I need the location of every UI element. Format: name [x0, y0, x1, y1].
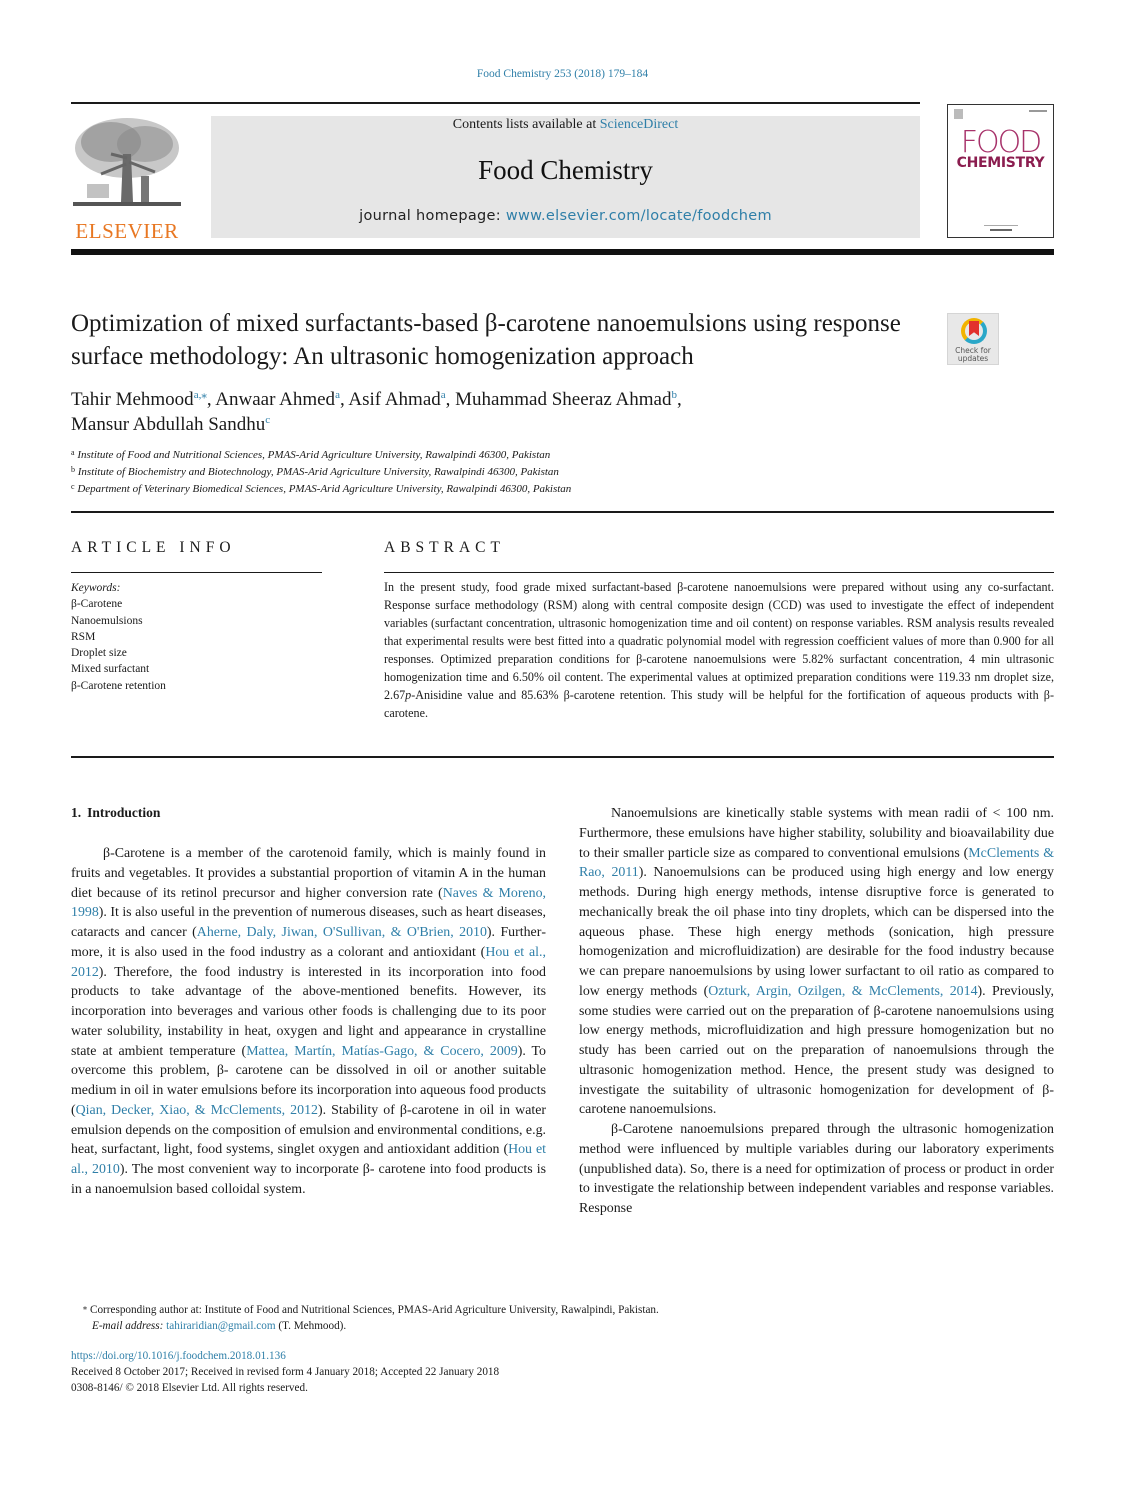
corresponding-author-footnote [71, 1300, 1054, 1334]
body-text: ). It is also useful in the prevention of numerous diseases, such as heart diseases, cataracts and cancer ( [71, 905, 546, 940]
top-divider [71, 102, 920, 104]
copyright-line: 0308-8146/ © 2018 Elsevier Ltd. All rights reserved. [71, 1382, 308, 1394]
affiliation-key: a [71, 448, 75, 457]
cover-title-food: FOOD [960, 125, 1041, 160]
email-link[interactable]: tahiraridian@gmail.com [166, 1320, 276, 1332]
journal-header-band [211, 116, 920, 238]
affiliation-item [71, 481, 921, 498]
affiliation-item [71, 447, 921, 464]
crossmark-label-line2: updates [957, 354, 989, 363]
keyword-item: β-Carotene [71, 598, 123, 611]
body-text: ). Nanoemulsions can be produced using high energy and low energy methods. During high energy methods, intense disruptive force is generated to mechanically break the oil phase into tiny droplets, which can be dispersed into the aqueous phase. These high energy methods (sonication, high pressure homogenization and microfluidization) are desirable for the food industry because we can prepare nanoemulsions by using lower surfactant to oil ratio as compared to low energy methods ( [579, 865, 1054, 999]
body-text: ). To overcome this problem, β- carotene can be dissolved in oil or another suitable medium in oil in water emulsions before its incorporation into aqueous food products ( [71, 1043, 546, 1118]
cover-publisher-icon [954, 109, 963, 119]
abstract-divider [384, 572, 1054, 573]
section-heading-introduction [71, 805, 160, 821]
affiliation-key: c [71, 482, 75, 491]
author-name[interactable]: Tahir Mehmood [71, 389, 194, 410]
body-paragraph [71, 844, 546, 1200]
body-paragraph [579, 804, 1054, 1120]
publisher-name: ELSEVIER [75, 219, 179, 243]
elsevier-logo[interactable] [71, 114, 183, 243]
author-separator: , [206, 389, 216, 410]
citation-link[interactable]: Naves & Moreno, 1998 [71, 885, 546, 921]
keyword-item: Mixed surfactant [71, 663, 150, 676]
sciencedirect-link[interactable]: ScienceDirect [599, 117, 679, 132]
keyword-item: β-Carotene retention [71, 679, 166, 692]
citation-link[interactable]: Qian, Decker, Xiao, & McClements, 2012 [75, 1102, 318, 1118]
author-affiliation-mark[interactable]: a,⁎ [193, 389, 207, 401]
keywords-list [71, 580, 321, 694]
author-name[interactable]: Asif Ahmad [348, 389, 441, 410]
cover-title-chemistry: CHEMISTRY [956, 155, 1045, 171]
section-number: 1. [71, 805, 82, 820]
citation-link[interactable]: Hou et al., 2012 [71, 944, 546, 980]
affiliation-text: Department of Veterinary Biomedical Sciences, PMAS-Arid Agriculture University, Rawalpindi 46300, Pakistan [77, 483, 572, 495]
affiliation-list [71, 447, 921, 498]
affiliations-divider [71, 511, 1054, 513]
keyword-item: RSM [71, 630, 96, 643]
affiliation-item [71, 464, 921, 481]
abstract-text-part: In the present study, food grade mixed surfactant-based β-carotene nanoemulsions were prepared without using any co-surfactant. Response surface methodology (RSM) along with central composite design (CCD) was used to investigate the effect of independent variables (surfactant concentration, ultrasonic homogenization time and oil content) on response variables. RSM analysis results revealed that experimental results were best fitted into a quadratic polynomial model with regression coefficient values of more than 0.900 for all responses. Optimized preparation conditions for β-carotene nanoemulsions were 5.82% surfactant concentration, 4 min ultrasonic homogenization time and 6.50% oil content. The experimental values at optimized preparation conditions were 119.33 nm droplet size, 2.67 [384, 580, 1054, 702]
article-info-heading: ARTICLE INFO [71, 539, 236, 556]
keyword-item: Nanoemulsions [71, 614, 143, 627]
contents-prefix: Contents lists available at [452, 117, 600, 132]
affiliation-text: Institute of Food and Nutritional Sciences, PMAS-Arid Agriculture University, Rawalpindi 46300, Pakistan [77, 449, 551, 461]
tree-icon [71, 114, 183, 212]
citation-link[interactable]: Aherne, Daly, Jiwan, O'Sullivan, & O'Brien, 2010 [196, 925, 487, 940]
journal-name: Food Chemistry [478, 155, 653, 185]
body-text: ). Previously, some studies were carried out on the preparation of β-carotene nanoemulsions using low energy methods, microfluidization and high pressure homogenization but no study has been carried out on the preparation of nanoemulsions through the ultrasonic homogenization method. Hence, the present study was designed to investigate the suitability of ultrasonic homogenization for development of β-carotene nanoemulsions. [579, 983, 1054, 1118]
body-text: Nanoemulsions are kinetically stable systems with mean radii of < 100 nm. Furthermore, these emulsions have higher stability, solubility and bioavailability due to their smaller particle size as compared to conventional emulsions ( [579, 806, 1054, 861]
homepage-link[interactable]: www.elsevier.com/locate/foodchem [505, 208, 772, 224]
author-separator: , [677, 389, 682, 410]
author-affiliation-mark[interactable]: a [335, 389, 340, 401]
journal-homepage-line [211, 208, 920, 224]
crossmark-label-line1: Check for [955, 346, 991, 355]
author-affiliation-mark[interactable]: a [440, 389, 446, 401]
email-label: E-mail address: [92, 1320, 164, 1332]
body-column-right [579, 804, 1054, 1219]
received-dates: Received 8 October 2017; Received in revised form 4 January 2018; Accepted 22 January 2018 [71, 1366, 500, 1378]
abstract-heading: ABSTRACT [384, 539, 505, 556]
author-separator: , [339, 389, 349, 410]
affiliation-text: Institute of Biochemistry and Biotechnology, PMAS-Arid Agriculture University, Rawalpindi 46300, Pakistan [77, 466, 559, 478]
keyword-item: Droplet size [71, 647, 127, 660]
author-list [71, 387, 921, 437]
body-text: ). Furthermore, it is also used in the food industry as a colorant and antioxidant ( [71, 925, 546, 960]
email-suffix: (T. Mehmood). [275, 1320, 347, 1332]
section-title: Introduction [87, 805, 161, 820]
cover-footer-logo [990, 229, 1012, 231]
doi-link[interactable]: https://doi.org/10.1016/j.foodchem.2018.01.136 [71, 1350, 286, 1362]
crossmark-label [948, 347, 998, 363]
footnote-email-line [71, 1318, 1054, 1334]
body-column-left [71, 844, 546, 1200]
check-for-updates-badge[interactable] [947, 313, 999, 365]
body-text: β-Carotene is a member of the carotenoid family, which is mainly found in fruits and vegetables. It provides a substantial proportion of vitamin A in the human diet because of its retinol precursor and higher conversion rate ( [71, 846, 546, 901]
journal-cover-thumbnail[interactable] [947, 104, 1054, 238]
author-name[interactable]: Muhammad Sheeraz Ahmad [455, 389, 672, 410]
publication-details [71, 1348, 1054, 1396]
header-thick-divider [71, 249, 1054, 255]
author-affiliation-mark[interactable]: b [671, 389, 677, 401]
affiliation-key: b [71, 465, 75, 474]
citation-link[interactable]: Mattea, Martín, Matías-Gago, & Cocero, 2009 [246, 1043, 518, 1059]
author-separator: , [445, 389, 456, 410]
body-text: ). Stability of β-carotene in oil in water emulsion depends on the composition of emulsion and environmental conditions, e.g. heat, surfactant, light, food systems, singlet oxygen and antioxidant addition ( [71, 1102, 547, 1158]
body-text: ). The most convenient way to incorporate β- carotene into food products is in a nanoemulsion based colloidal system. [71, 1162, 546, 1197]
citation-link[interactable]: McClements & Rao, 2011 [579, 845, 1054, 881]
article-info-divider [71, 572, 322, 573]
cover-footer-line [984, 225, 1018, 226]
author-name[interactable]: Anwaar Ahmed [215, 389, 336, 410]
homepage-prefix: journal homepage: [359, 208, 506, 224]
keywords-label: Keywords: [71, 582, 121, 594]
contents-line [211, 117, 920, 133]
article-title: Optimization of mixed surfactants-based β-carotene nanoemulsions using response surface methodology: An ultrasonic homogenization approach [71, 310, 901, 370]
journal-citation-link[interactable]: Food Chemistry 253 (2018) 179–184 [476, 68, 649, 80]
abstract-bottom-divider [71, 756, 1054, 758]
cover-issn-mark [1029, 110, 1047, 112]
body-paragraph [579, 1120, 1054, 1219]
author-name[interactable]: Mansur Abdullah Sandhu [71, 414, 266, 435]
citation-link[interactable]: Hou et al., 2010 [71, 1142, 546, 1177]
body-text: β-Carotene nanoemulsions prepared through the ultrasonic homogenization method were influenced by multiple variables during our laboratory experiments (unpublished data). So, there is a need for optimization of process or product in order to investigate the relationship between independent variables and response variables. Response [579, 1122, 1054, 1216]
abstract-text [384, 578, 1054, 722]
abstract-italic-p: p [405, 688, 412, 702]
citation-link[interactable]: Ozturk, Argin, Ozilgen, & McClements, 2014 [708, 983, 978, 999]
corresponding-text: Corresponding author at: Institute of Food and Nutritional Sciences, PMAS-Arid Agriculture University, Rawalpindi, Pakistan. [90, 1304, 659, 1316]
footnote-line [71, 1300, 1054, 1318]
author-affiliation-mark[interactable]: c [265, 414, 271, 426]
footnote-star: ⁎ [83, 1303, 87, 1312]
abstract-text-part: -Anisidine value and 85.63% β-carotene retention. This study will be helpful for the fortification of aqueous products with β-carotene. [384, 688, 1054, 720]
body-text: ). Therefore, the food industry is interested in its incorporation into food products to take advantage of the above-mentioned benefits. However, its incorporation into beverages and various other foods is challenging due to its poor water solubility, instability in heat, oxygen and light and appearance in crystalline state at ambient temperature ( [71, 964, 546, 1059]
